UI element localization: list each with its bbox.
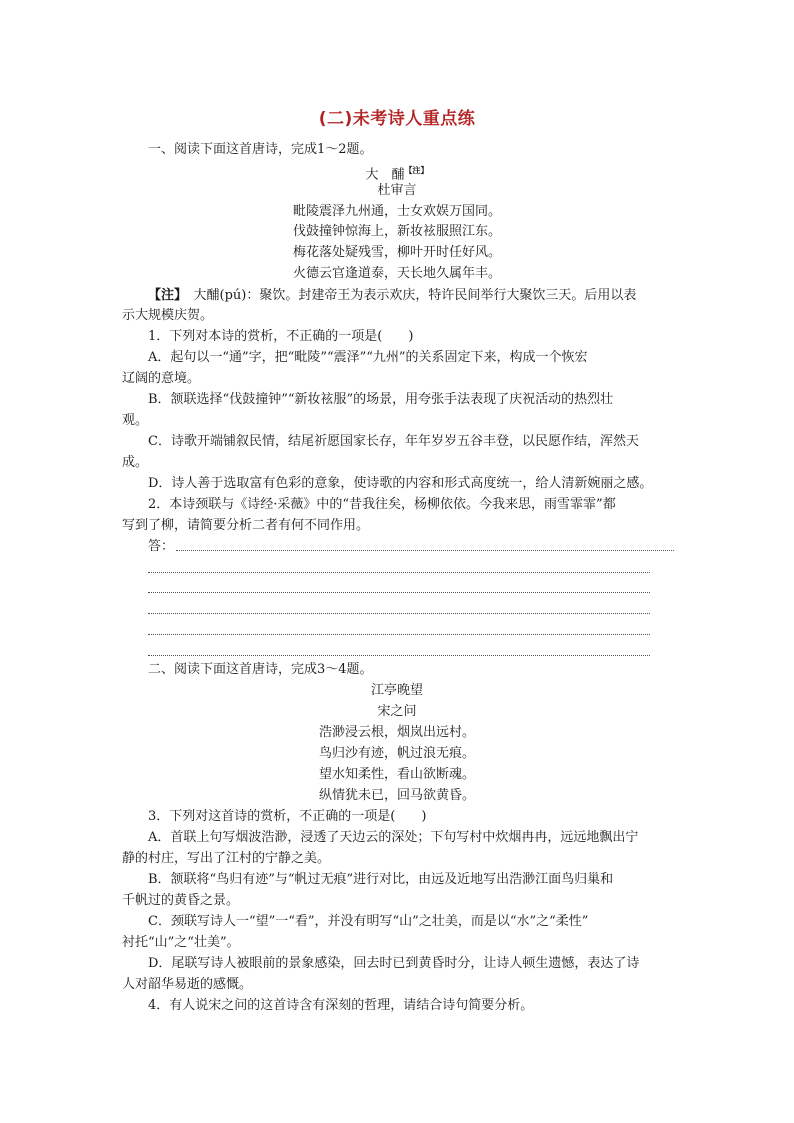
q3-option-d-1: D．尾联写诗人被眼前的景象感染，回去时已到黄昏时分，让诗人顿生遗憾，表达了诗 [148,956,640,971]
poem1-line-3: 梅花落处疑残雪，柳叶开时任好风。 [292,245,501,260]
poem2-author: 宋之问 [377,704,417,719]
poem1-title-note-mark: 【注】 [404,165,429,175]
poem2-line-4: 纵情犹未已，回马欲黄昏。 [318,788,475,803]
poem1-author: 杜审言 [377,183,417,198]
q2-stem-2: 写到了柳，请简要分析二者有何不同作用。 [122,518,370,533]
q3-option-a-1: A．首联上句写烟波浩渺，浸透了天边云的深处；下句写村中炊烟冉冉，远远地飘出宁 [148,830,639,845]
q3-option-c-1: C．颈联写诗人一“望”一“看”，并没有明写“山”之壮美，而是以“水”之“柔性” [148,914,589,929]
page-title: (二)未考诗人重点练 [318,109,476,129]
q4-stem: 4．有人说宋之问的这首诗含有深刻的哲理，请结合诗句简要分析。 [148,998,534,1013]
q1-option-a-2: 辽阔的意境。 [122,371,201,386]
answer-line-3[interactable] [148,592,650,593]
answer-line-6[interactable] [148,655,650,656]
q2-answer-label: 答： [148,539,175,554]
q1-stem: 1．下列对本诗的赏析，不正确的一项是( ) [148,329,414,344]
section1-instruction: 一、阅读下面这首唐诗，完成1～2题。 [148,142,373,157]
section2-instruction: 二、阅读下面这首唐诗，完成3～4题。 [148,662,373,677]
q3-option-a-2: 静的村庄，写出了江村的宁静之美。 [122,851,331,866]
q1-option-d: D．诗人善于选取富有色彩的意象，使诗歌的内容和形式高度统一，给人清新婉丽之感。 [148,476,653,491]
q1-option-c-1: C．诗歌开端铺叙民情，结尾祈愿国家长存，年年岁岁五谷丰登，以民愿作结，浑然天 [148,434,639,449]
q3-option-d-2: 人对韶华易逝的感慨。 [122,977,253,992]
poem2-line-3: 望水知柔性，看山欲断魂。 [318,767,475,782]
poem2-line-2: 鸟归沙有迹，帆过浪无痕。 [318,746,475,761]
poem1-note [148,286,636,306]
poem1-line-1: 毗陵震泽九州通，士女欢娱万国同。 [292,204,501,219]
note-text-2: 示大规模庆贺。 [122,308,214,323]
answer-line-1[interactable] [176,550,674,551]
q1-option-a-1: A．起句以一“通”字，把“毗陵”“震泽”“九州”的关系固定下来，构成一个恢宏 [148,350,588,365]
q3-stem: 3．下列对这首诗的赏析，不正确的一项是( ) [148,809,427,824]
q2-stem-1: 2．本诗颈联与《诗经·采薇》中的“昔我往矣，杨柳依依。今我来思，雨雪霏霏”都 [148,497,616,512]
answer-line-4[interactable] [148,613,650,614]
poem1-title: 大 酺 [365,167,405,183]
q1-option-c-2: 成。 [122,455,149,470]
q3-option-c-2: 衬托“山”之“壮美”。 [122,935,240,950]
q1-option-b-1: B．颔联选择“伐鼓撞钟”“新妆袨服”的场景，用夸张手法表现了庆祝活动的热烈壮 [148,392,614,407]
answer-line-2[interactable] [148,572,650,573]
poem2-line-1: 浩渺浸云根，烟岚出远村。 [318,725,475,740]
q3-option-b-1: B．颔联将“鸟归有迹”与“帆过无痕”进行对比，由远及近地写出浩渺江面鸟归巢和 [148,872,614,887]
poem1-line-2: 伐鼓撞钟惊海上，新妆袨服照江东。 [292,224,501,239]
q1-option-b-2: 观。 [122,413,149,428]
poem1-line-4: 火德云官逢道泰，天长地久属年丰。 [292,266,501,281]
note-text-1: 大酺(pú)：聚饮。封建帝王为表示欢庆，特许民间举行大聚饮三天。后用以表 [180,288,637,303]
note-label: 【注】 [148,288,181,303]
answer-line-5[interactable] [148,634,650,635]
poem2-title: 江亭晚望 [370,683,423,698]
q3-option-b-2: 千帆过的黄昏之景。 [122,893,240,908]
